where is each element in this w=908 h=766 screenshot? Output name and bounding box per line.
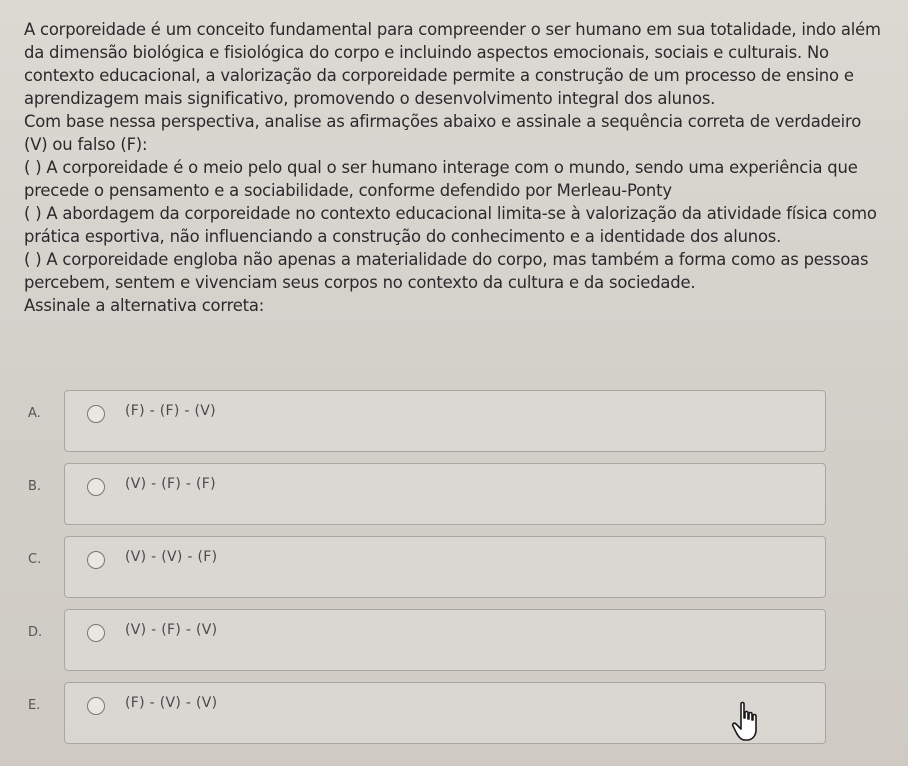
option-d[interactable] [24, 601, 844, 659]
option-letter: B. [28, 479, 42, 494]
option-text: (V) - (F) - (F) [125, 476, 216, 492]
option-b[interactable] [24, 455, 844, 513]
radio-button[interactable] [87, 624, 105, 642]
radio-button[interactable] [87, 478, 105, 496]
statement-2: ( ) A abordagem da corporeidade no contexto educacional limita-se à valorização da atividade física como prática esportiva, não influenciando a construção do conhecimento e a identidade dos alunos. [24, 204, 877, 246]
question-intro: A corporeidade é um conceito fundamental para compreender o ser humano em sua totalidade, indo além da dimensão biológica e fisiológica do corpo e incluindo aspectos emocionais, sociais e culturais. No contexto educacional, a valorização da corporeidade permite a construção de um processo de ensino e aprendizagem mais significativo, promovendo o desenvolvimento integral dos alunos. [24, 20, 881, 108]
option-text: (V) - (F) - (V) [125, 622, 218, 638]
option-c-box[interactable] [64, 536, 826, 598]
option-letter: D. [28, 625, 43, 640]
instruction-text: Assinale a alternativa correta: [24, 296, 265, 315]
statement-1: ( ) A corporeidade é o meio pelo qual o ser humano interage com o mundo, sendo uma experiência que precede o pensamento e a sociabilidade, conforme defendido por Merleau-Ponty [24, 158, 858, 200]
answer-options [24, 382, 844, 747]
option-text: (V) - (V) - (F) [125, 549, 218, 565]
option-e[interactable] [24, 674, 844, 732]
radio-button[interactable] [87, 697, 105, 715]
statement-3: ( ) A corporeidade engloba não apenas a materialidade do corpo, mas também a forma como as pessoas percebem, sentem e vivenciam seus corpos no contexto da cultura e da sociedade. [24, 250, 869, 292]
option-b-box[interactable] [64, 463, 826, 525]
radio-button[interactable] [87, 551, 105, 569]
option-letter: E. [28, 698, 41, 713]
option-c[interactable] [24, 528, 844, 586]
option-a-box[interactable] [64, 390, 826, 452]
hand-pointer-icon [730, 700, 764, 744]
question-block [24, 18, 884, 317]
option-letter: C. [28, 552, 42, 567]
question-prompt: Com base nessa perspectiva, analise as afirmações abaixo e assinale a sequência correta de verdadeiro (V) ou falso (F): [24, 112, 862, 154]
option-letter: A. [28, 406, 41, 421]
option-d-box[interactable] [64, 609, 826, 671]
option-text: (F) - (F) - (V) [125, 403, 216, 419]
option-e-box[interactable] [64, 682, 826, 744]
option-text: (F) - (V) - (V) [125, 695, 218, 711]
option-a[interactable] [24, 382, 844, 440]
radio-button[interactable] [87, 405, 105, 423]
